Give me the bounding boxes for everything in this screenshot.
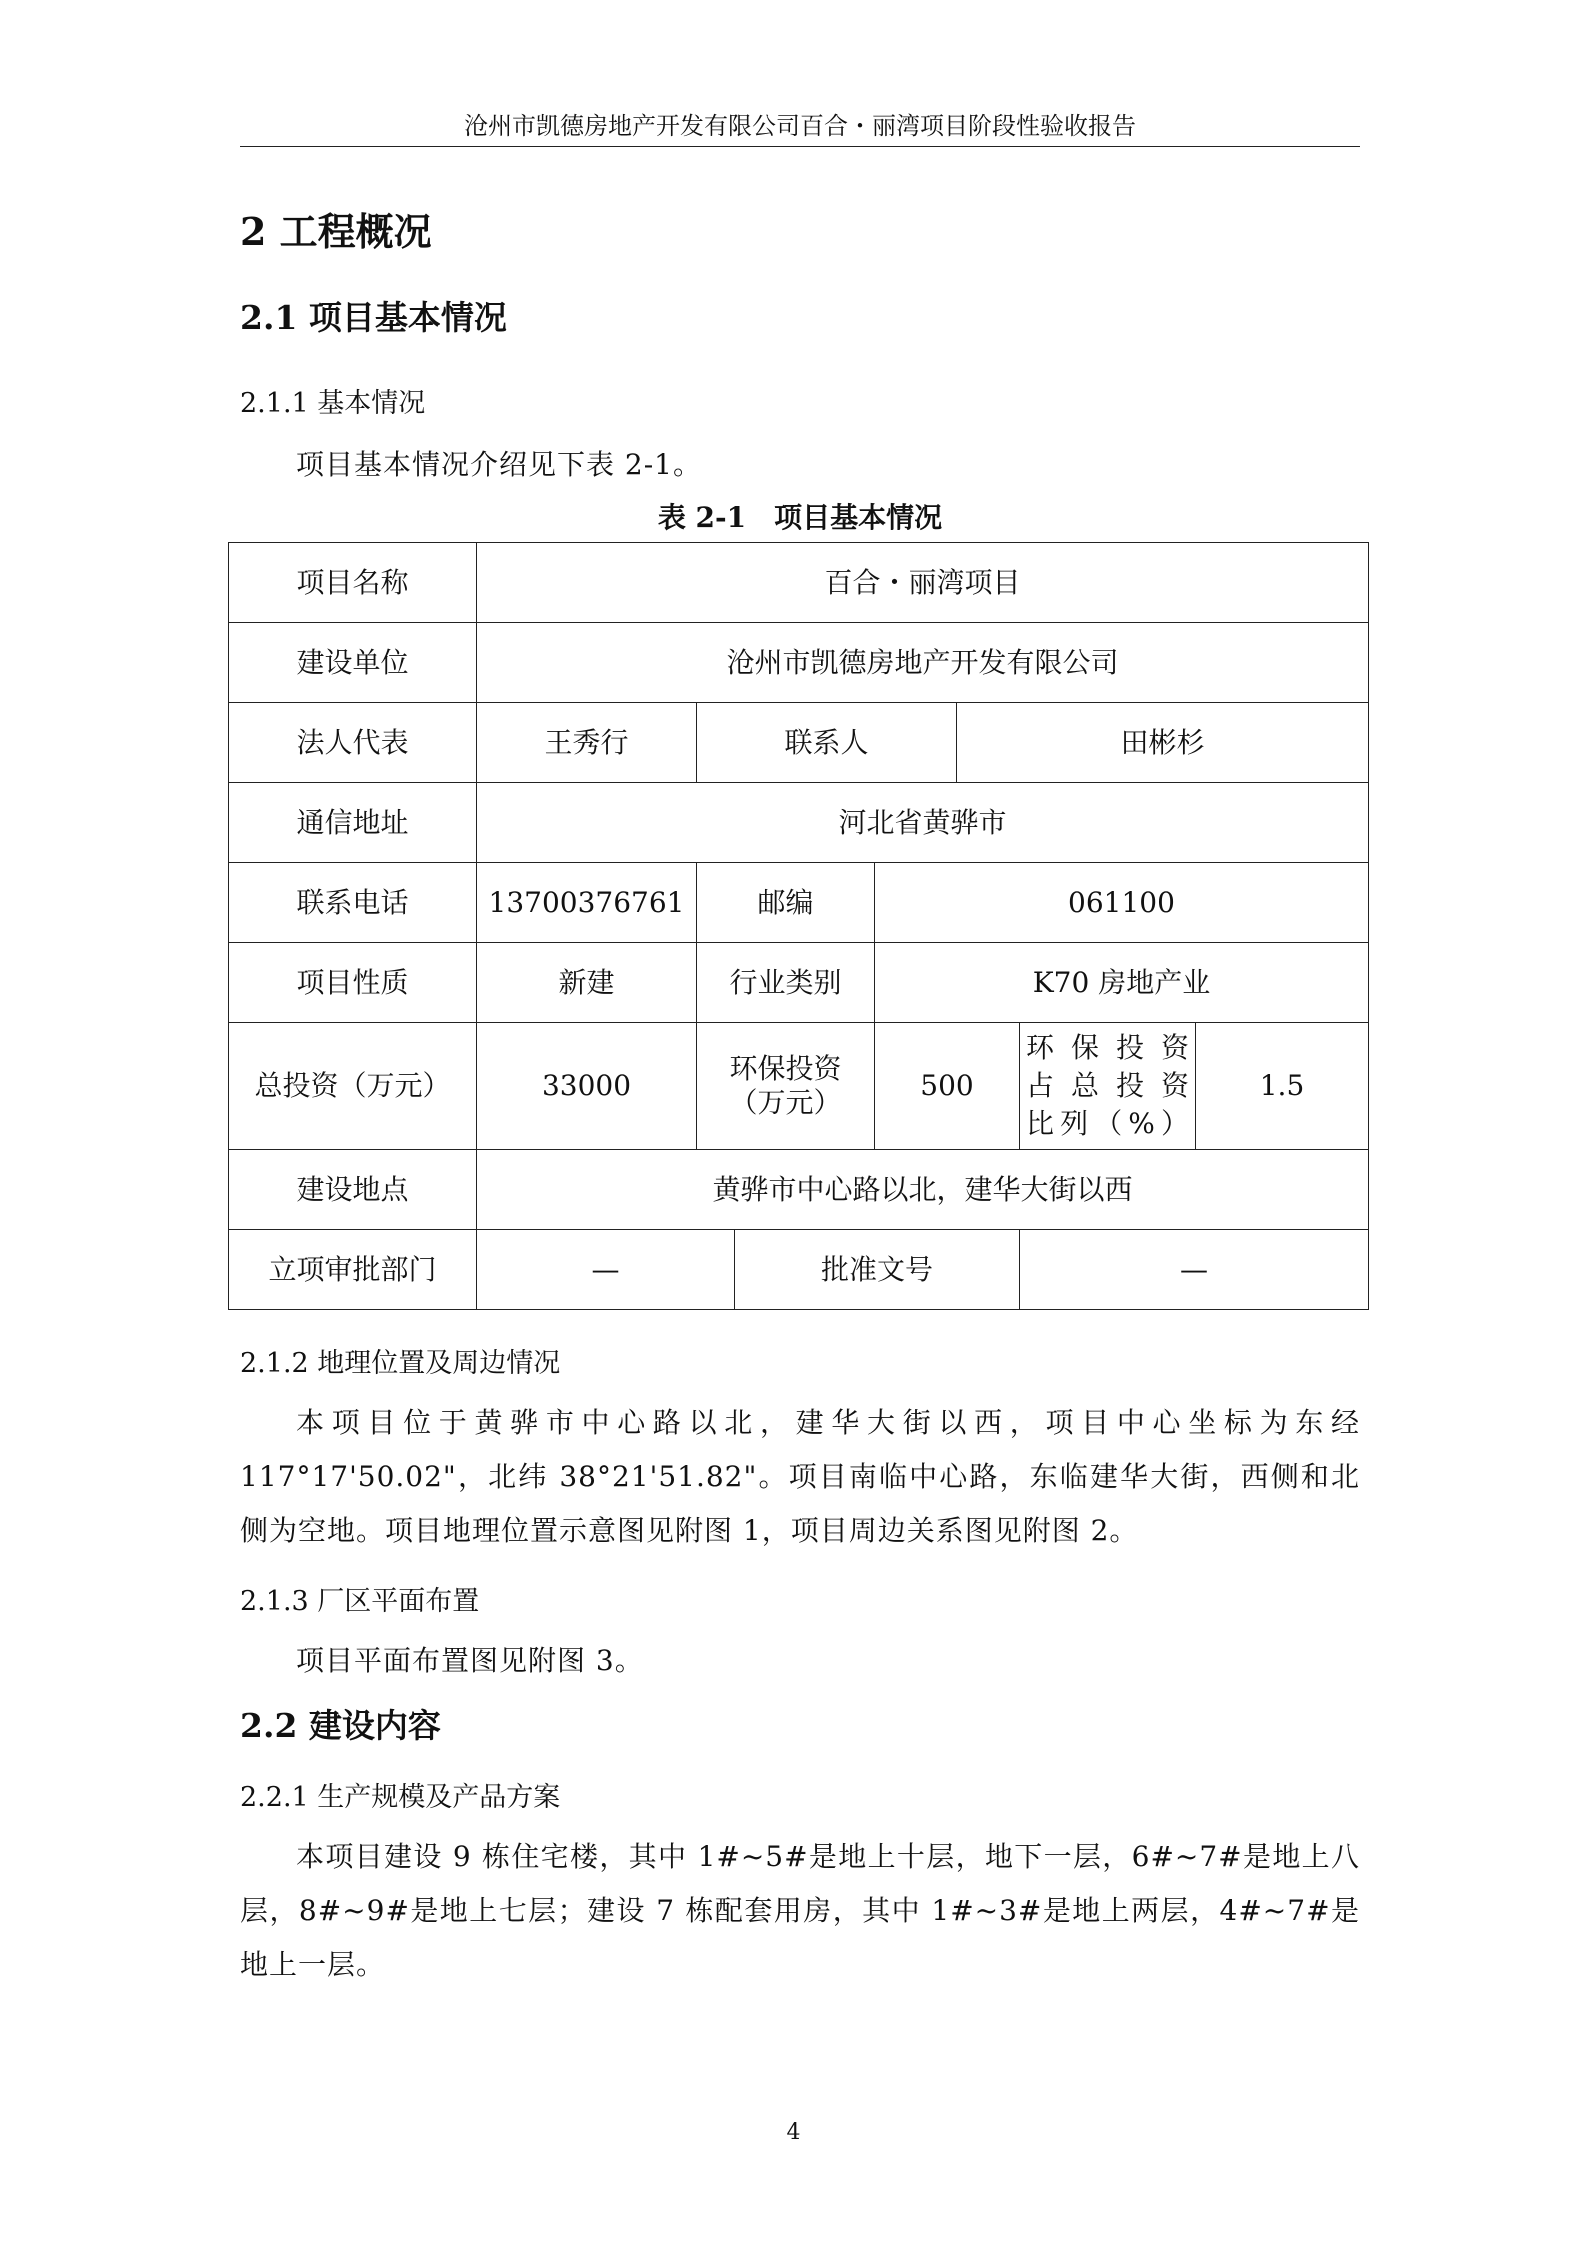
section-heading-2-1: 2.1 项目基本情况 [240, 298, 507, 337]
location-paragraph: 本项目位于黄骅市中心路以北，建华大街以西，项目中心坐标为东经 117°17'50.02"，北纬 38°21'51.82"。项目南临中心路，东临建华大街，西侧和北侧为空地。项目地理位置示意图见附图 1，项目周边关系图见附图 2。 [240, 1406, 1360, 1547]
table-row [229, 703, 1369, 783]
table-row [229, 543, 1369, 623]
table-value-cell: 新建 [477, 943, 697, 1023]
table-value-cell: 河北省黄骅市 [477, 783, 1369, 863]
table-row [229, 623, 1369, 703]
table-row [229, 1230, 1369, 1310]
env-ratio-label-line: 占总投资 [1026, 1069, 1189, 1102]
table-caption-title: 项目基本情况 [774, 501, 943, 534]
table-label-cell: 批准文号 [735, 1230, 1020, 1310]
table-label-cell: 建设地点 [229, 1150, 477, 1230]
table-label-cell [697, 1023, 875, 1150]
running-header: 沧州市凯德房地产开发有限公司百合・丽湾项目阶段性验收报告 [464, 112, 1136, 140]
table-label-cell: 通信地址 [229, 783, 477, 863]
table-label-cell: 项目名称 [229, 543, 477, 623]
table-row [229, 863, 1369, 943]
table-value-cell: K70 房地产业 [875, 943, 1369, 1023]
scale-paragraph: 本项目建设 9 栋住宅楼，其中 1#~5#是地上十层，地下一层，6#~7#是地上八层，8#~9#是地上七层；建设 7 栋配套用房，其中 1#~3#是地上两层，4#~7#是地上一层。 [240, 1840, 1360, 1981]
page-number: 4 [786, 2120, 801, 2145]
env-ratio-label-line: 环保投资 [1026, 1031, 1189, 1064]
subsection-heading-2-1-1: 2.1.1 基本情况 [240, 388, 426, 419]
intro-paragraph: 项目基本情况介绍见下表 2-1。 [296, 448, 702, 481]
env-ratio-label-line: 比列（%） [1026, 1107, 1189, 1140]
table-label-cell: 联系人 [697, 703, 957, 783]
chapter-title: 2 工程概况 [240, 209, 432, 254]
table-label-cell: 邮编 [697, 863, 875, 943]
table-value-cell: 061100 [875, 863, 1369, 943]
table-value-cell: 王秀行 [477, 703, 697, 783]
table-value-cell: 田彬杉 [957, 703, 1369, 783]
table-label-cell: 联系电话 [229, 863, 477, 943]
table-caption [240, 500, 1360, 536]
table-row [229, 1023, 1369, 1150]
header-rule [240, 146, 1360, 147]
layout-paragraph: 项目平面布置图见附图 3。 [296, 1644, 644, 1677]
table-label-cell: 建设单位 [229, 623, 477, 703]
subsection-heading-2-1-2: 2.1.2 地理位置及周边情况 [240, 1348, 561, 1379]
table-value-cell: 33000 [477, 1023, 697, 1150]
project-info-table [228, 542, 1369, 1310]
table-label-cell [1020, 1023, 1196, 1150]
table-value-cell: 500 [875, 1023, 1020, 1150]
table-row [229, 1150, 1369, 1230]
table-value-cell: 1.5 [1196, 1023, 1369, 1150]
table-label-cell: 行业类别 [697, 943, 875, 1023]
table-value-cell: — [477, 1230, 735, 1310]
table-label-cell: 项目性质 [229, 943, 477, 1023]
table-row [229, 783, 1369, 863]
table-label-cell: 总投资（万元） [229, 1023, 477, 1150]
table-label-cell: 立项审批部门 [229, 1230, 477, 1310]
subsection-heading-2-1-3: 2.1.3 厂区平面布置 [240, 1586, 480, 1617]
table-value-cell: 沧州市凯德房地产开发有限公司 [477, 623, 1369, 703]
table-value-cell: 黄骅市中心路以北，建华大街以西 [477, 1150, 1369, 1230]
env-invest-label-line: （万元） [729, 1086, 842, 1119]
env-invest-label-line: 环保投资 [729, 1052, 842, 1085]
table-label-cell: 法人代表 [229, 703, 477, 783]
table-value-cell: — [1020, 1230, 1369, 1310]
section-heading-2-2: 2.2 建设内容 [240, 1706, 441, 1745]
table-caption-number: 表 2-1 [657, 501, 747, 534]
table-value-cell: 13700376761 [477, 863, 697, 943]
table-row [229, 943, 1369, 1023]
subsection-heading-2-2-1: 2.2.1 生产规模及产品方案 [240, 1782, 561, 1813]
table-value-cell: 百合・丽湾项目 [477, 543, 1369, 623]
